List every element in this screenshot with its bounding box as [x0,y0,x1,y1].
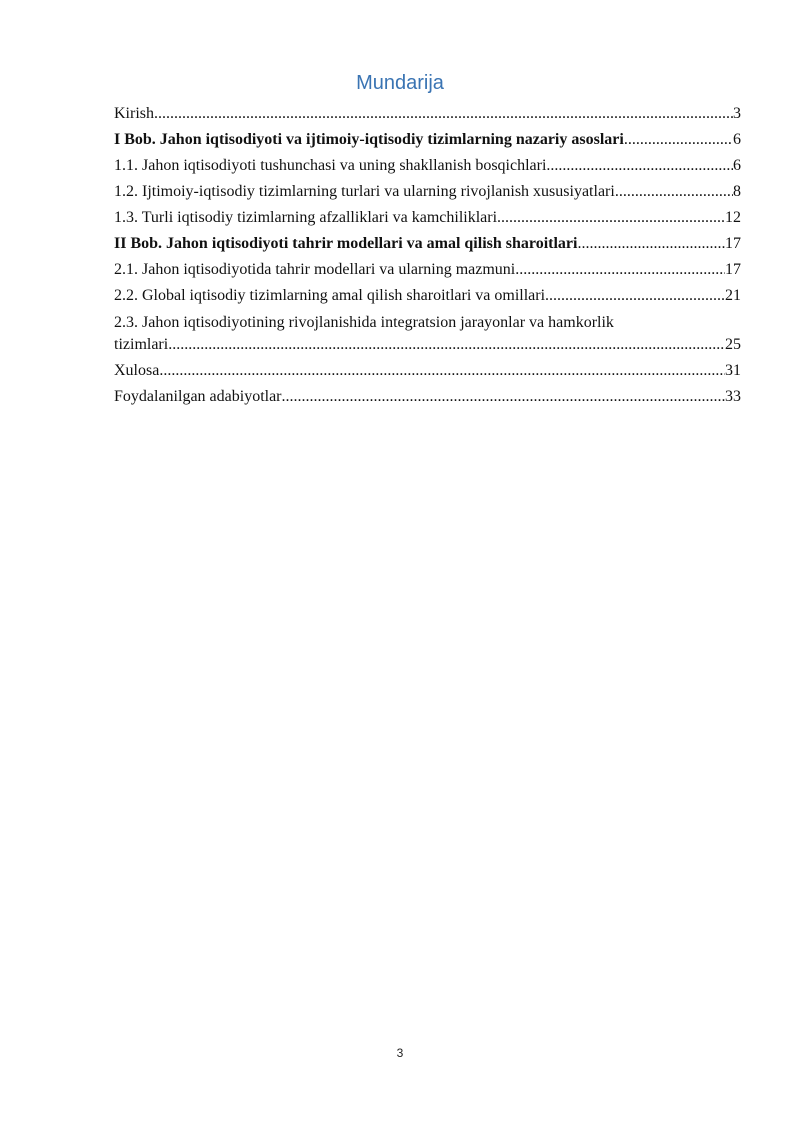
toc-entry-page: 31 [725,362,741,379]
dot-leader [282,384,725,410]
toc-entry-label: 2.1. Jahon iqtisodiyotida tahrir modellari va ularning mazmuni [114,261,516,278]
toc-entry-page: 25 [725,336,741,353]
toc-entry-1-2[interactable] [114,179,741,205]
toc-entry-kirish[interactable] [114,101,741,127]
dot-leader [577,231,725,257]
toc-entry-chapter-1[interactable] [114,127,741,153]
toc-entry-page: 6 [733,131,741,148]
toc-entry-page: 12 [725,209,741,226]
toc-entry-2-3[interactable] [114,312,741,358]
toc-title: Mundarija [356,72,444,94]
toc-entry-adabiyotlar[interactable] [114,384,741,410]
toc-entry-label: Foydalanilgan adabiyotlar [114,388,282,405]
toc-entry-page: 17 [725,261,741,278]
table-of-contents [114,101,741,410]
dot-leader [546,153,733,179]
dot-leader [497,205,725,231]
toc-entry-page: 21 [725,287,741,304]
dot-leader [154,101,733,127]
toc-entry-page: 17 [725,235,741,252]
toc-entry-label-line2: tizimlari [114,336,169,353]
toc-entry-chapter-2[interactable] [114,231,741,257]
toc-entry-1-1[interactable] [114,153,741,179]
toc-entry-label: 1.2. Ijtimoiy-iqtisodiy tizimlarning turlari va ularning rivojlanish xususiyatlari [114,183,615,200]
dot-leader [515,257,725,283]
dot-leader [159,358,725,384]
toc-entry-1-3[interactable] [114,205,741,231]
toc-entry-page: 33 [725,388,741,405]
toc-entry-label: 1.1. Jahon iqtisodiyoti tushunchasi va uning shakllanish bosqichlari [114,157,547,174]
toc-entry-label-line1: 2.3. Jahon iqtisodiyotining rivojlanishida integratsion jarayonlar va hamkorlik [114,314,614,331]
dot-leader [168,334,725,356]
dot-leader [545,283,725,309]
toc-entry-label: 1.3. Turli iqtisodiy tizimlarning afzalliklari va kamchiliklari [114,209,498,226]
toc-entry-2-1[interactable] [114,257,741,283]
toc-entry-page: 6 [733,157,741,174]
toc-entry-label: 2.2. Global iqtisodiy tizimlarning amal qilish sharoitlari va omillari [114,287,546,304]
toc-entry-2-2[interactable] [114,283,741,309]
toc-entry-page: 3 [733,105,741,122]
toc-entry-label: Xulosa [114,362,160,379]
toc-entry-label: II Bob. Jahon iqtisodiyoti tahrir modellari va amal qilish sharoitlari [114,235,578,252]
toc-entry-label: I Bob. Jahon iqtisodiyoti va ijtimoiy-iqtisodiy tizimlarning nazariy asoslari [114,131,624,148]
toc-entry-label: Kirish [114,105,154,122]
toc-entry-xulosa[interactable] [114,358,741,384]
toc-entry-page: 8 [733,183,741,200]
dot-leader [624,127,733,153]
page-number: 3 [396,1046,404,1060]
dot-leader [615,179,733,205]
